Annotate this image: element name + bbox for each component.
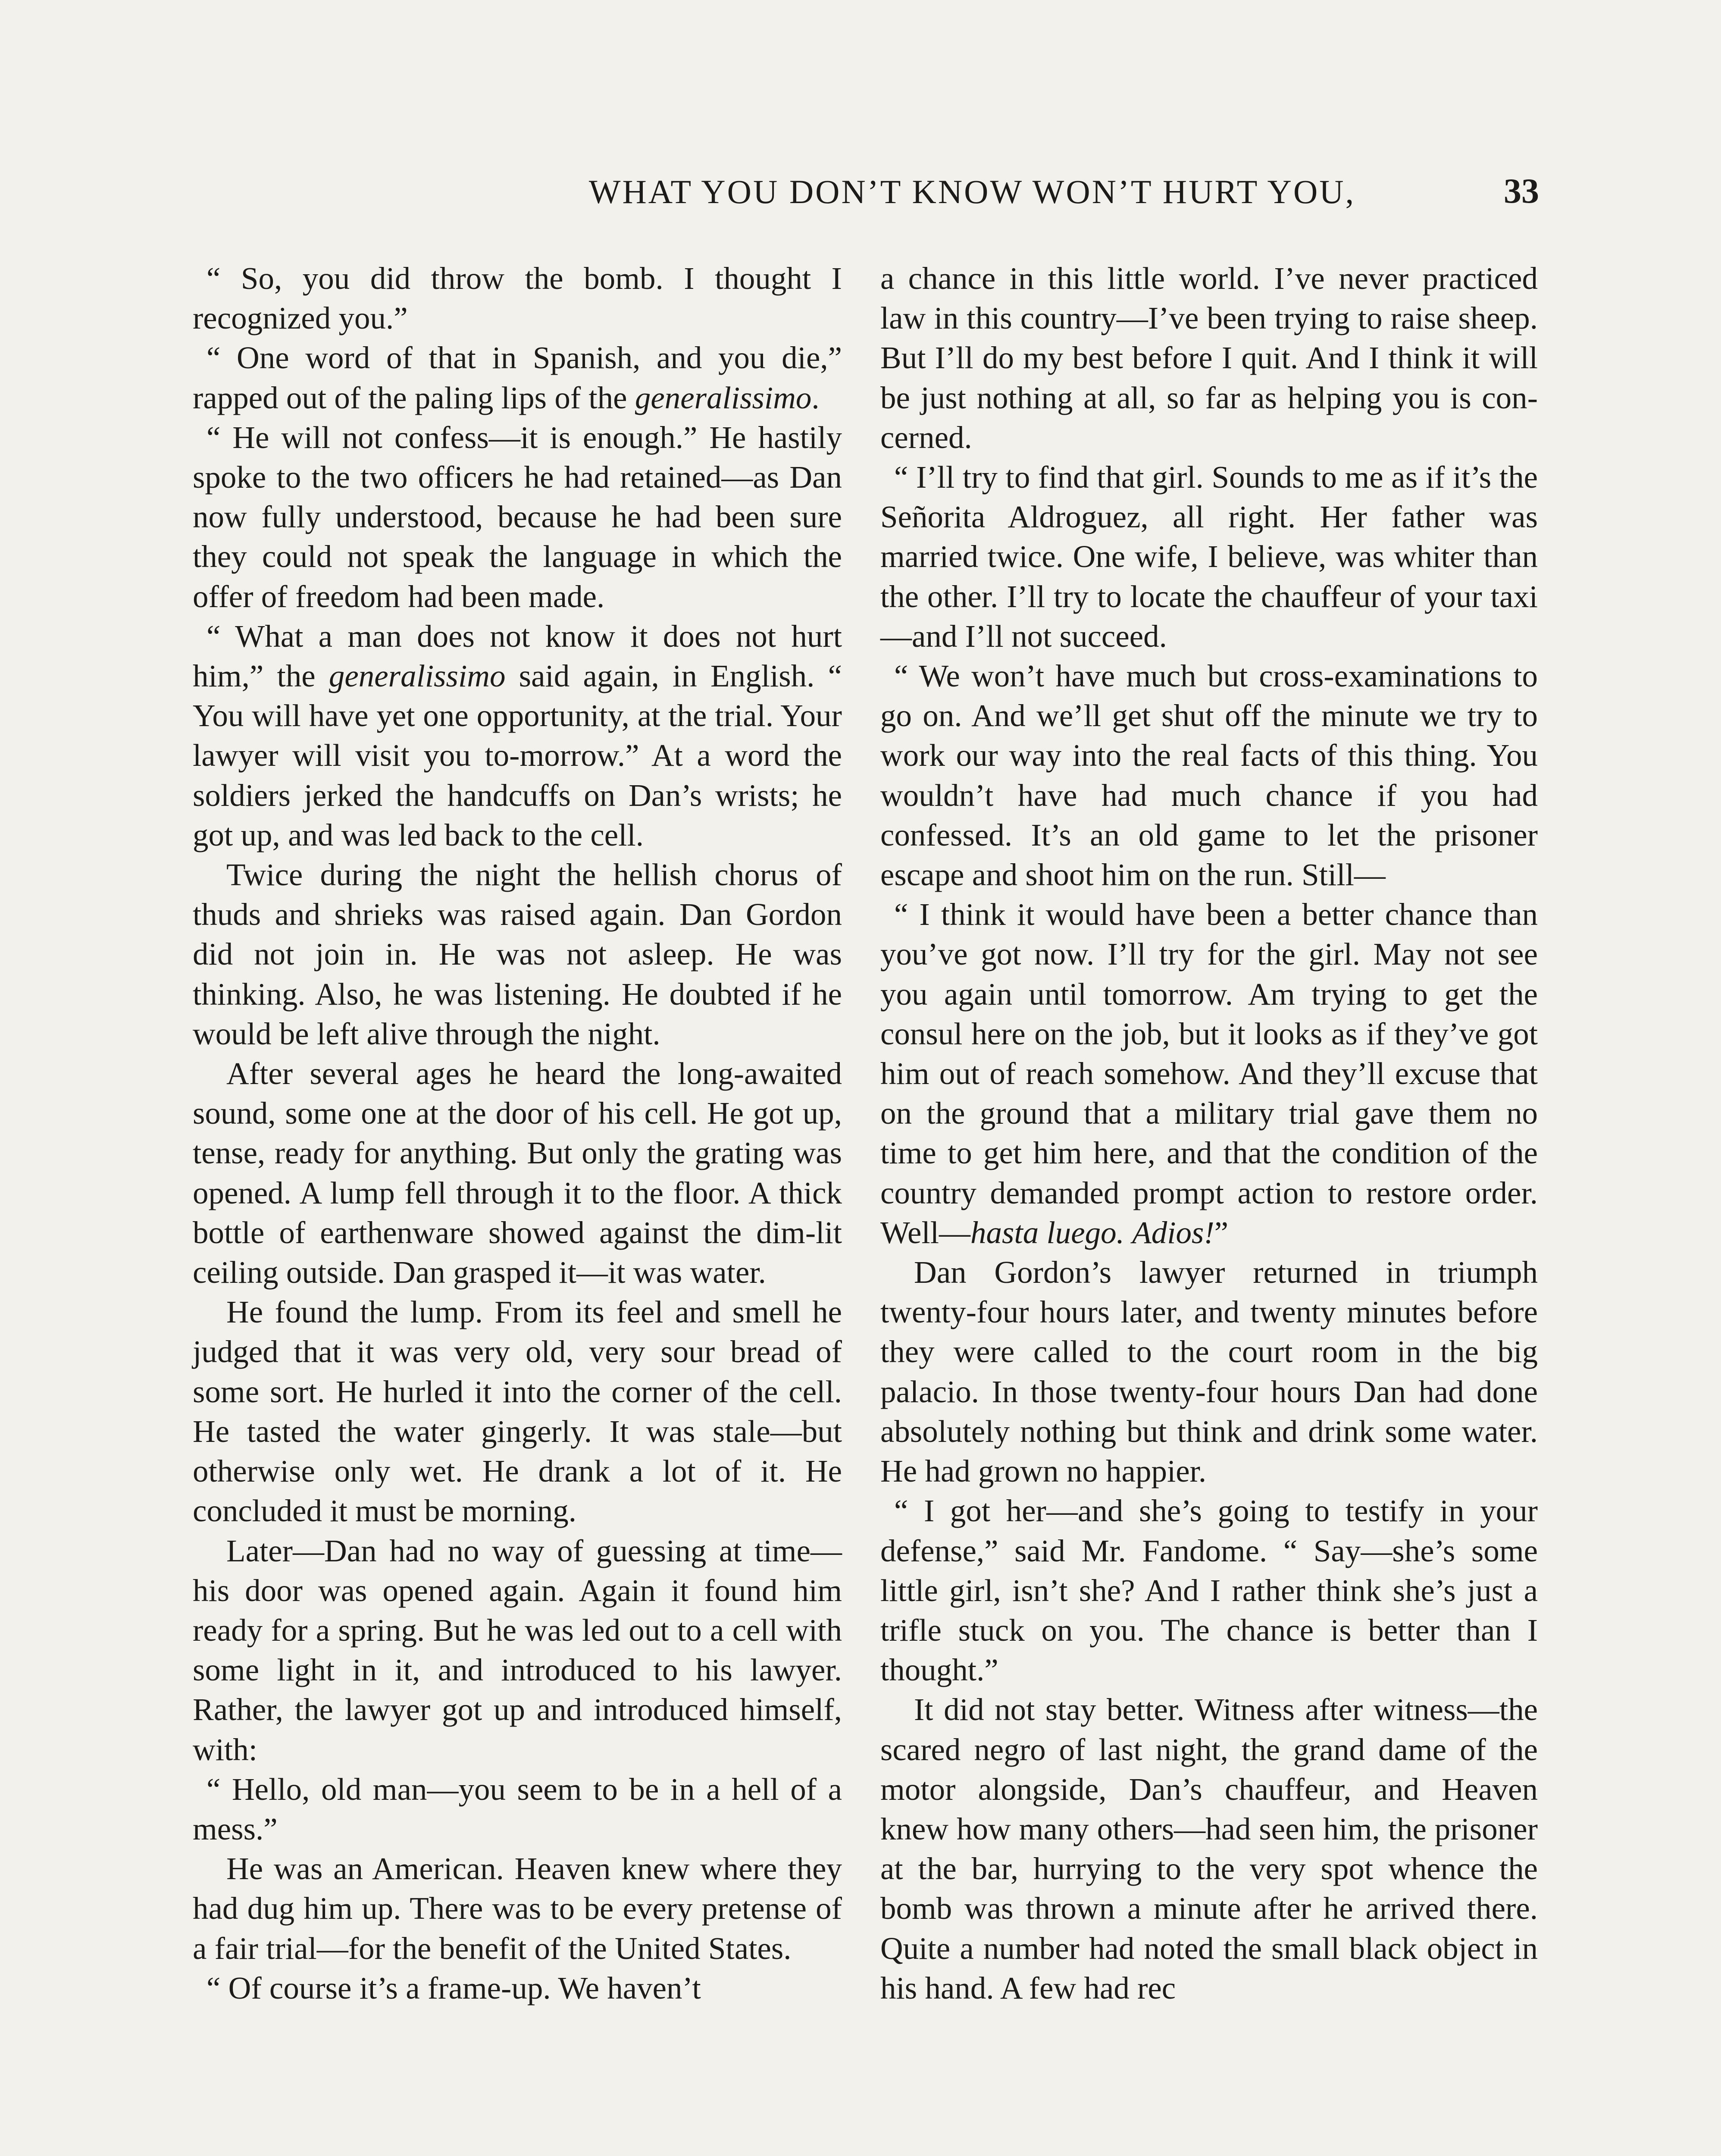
paragraph: “ So, you did throw the bomb. I thought I recognized you.”	[193, 261, 842, 336]
paragraph: Twice during the night the hellish chorus of thuds and shrieks was raised again. Dan Gordon did not join in. He was not asleep. He was thinking. Also, he was listening. He doubted if he would be left alive through the night.	[193, 857, 842, 1051]
paragraph: After several ages he heard the long-awaited sound, some one at the door of his cell. He got up, tense, ready for anything. But only the grating was opened. A lump fell through it to the floor. A thick bottle of earthenware showed against the dim-lit ceiling outside. Dan grasped it—it was water.	[193, 1056, 842, 1290]
paragraph: He was an American. Heaven knew where they had dug him up. There was to be every pretense of a fair trial—for the benefit of the United States.	[193, 1851, 842, 1966]
paragraph: “ Of course it’s a frame-up. We haven’t	[207, 1970, 701, 2006]
text-column-left	[193, 259, 842, 2008]
paragraph: He found the lump. From its feel and smell he judged that it was very old, very sour bread of some sort. He hurled it into the corner of the cell. He tasted the water gingerly. It was stale—but otherwise only wet. He drank a lot of it. He concluded it must be morning.	[193, 1294, 842, 1529]
paragraph: “ I’ll try to find that girl. Sounds to me as if it’s the Señorita Aldroguez, all right. Her father was married twice. One wife, I believe, was whiter than the other. I’ll try to locate the chauffeur of your taxi —and I’ll not succeed.	[880, 460, 1538, 654]
running-title: WHAT YOU DON’T KNOW WON’T HURT YOU,	[588, 173, 1356, 210]
paragraph: “ One word of that in Spanish, and you die,” rapped out of the paling lips of the generalissimo.	[193, 340, 842, 415]
paragraph: “ He will not confess—it is enough.” He hastily spoke to the two officers he had retained—as Dan now fully understood, because he had been sure they could not speak the language in which the offer of freedom had been made.	[193, 420, 842, 614]
paragraph: Later—Dan had no way of guessing at time—his door was opened again. Again it found him ready for a spring. But he was led out to a cell with some light in it, and introduced to his lawyer. Rather, the lawyer got up and introduced himself, with:	[193, 1533, 842, 1767]
paragraph: “ Hello, old man—you seem to be in a hell of a mess.”	[193, 1771, 842, 1846]
paragraph: a chance in this little world. I’ve never practiced law in this country—I’ve been trying to raise sheep. But I’ll do my best before I quit. And I think it will be just nothing at all, so far as helping you is concerned.	[880, 261, 1538, 455]
paragraph: “ I got her—and she’s going to testify in your defense,” said Mr. Fandome. “ Say—she’s some little girl, isn’t she? And I rather think she’s just a trifle stuck on you. The chance is better than I thought.”	[880, 1493, 1538, 1688]
paragraph: “ We won’t have much but cross-examinations to go on. And we’ll get shut off the minute we try to work our way into the real facts of this thing. You wouldn’t have had much chance if you had confessed. It’s an old game to let the prisoner escape and shoot him on the run. Still—	[880, 658, 1538, 893]
paragraph: Dan Gordon’s lawyer returned in triumph twenty-four hours later, and twenty minutes before they were called to the court room in the big palacio. In those twenty-four hours Dan had done absolutely nothing but think and drink some water. He had grown no happier.	[880, 1255, 1538, 1489]
paragraph: “ What a man does not know it does not hurt him,” the generalissimo said again, in English. “ You will have yet one opportunity, at the trial. Your lawyer will visit you to-morrow.” At a word the soldiers jerked the handcuffs on Dan’s wrists; he got up, and was led back to the cell.	[193, 618, 842, 852]
paragraph: “ I think it would have been a better chance than you’ve got now. I’ll try for the girl. May not see you again until tomorrow. Am trying to get the consul here on the job, but it looks as if they’ve got him out of reach somehow. And they’ll excuse that on the ground that a military trial gave them no time to get him here, and that the condition of the country demanded prompt action to restore order. Well—hasta luego. Adios!”	[880, 897, 1538, 1250]
paragraph: It did not stay better. Witness after witness—the scared negro of last night, the grand dame of the motor alongside, Dan’s chauffeur, and Heaven knew how many others—had seen him, the prisoner at the bar, hurrying to the very spot whence the bomb was thrown a minute after he arrived there. Quite a number had noted the small black object in his hand. A few had rec	[880, 1692, 1538, 2006]
text-column-right	[880, 259, 1538, 2008]
page-number: 33	[1504, 171, 1539, 210]
